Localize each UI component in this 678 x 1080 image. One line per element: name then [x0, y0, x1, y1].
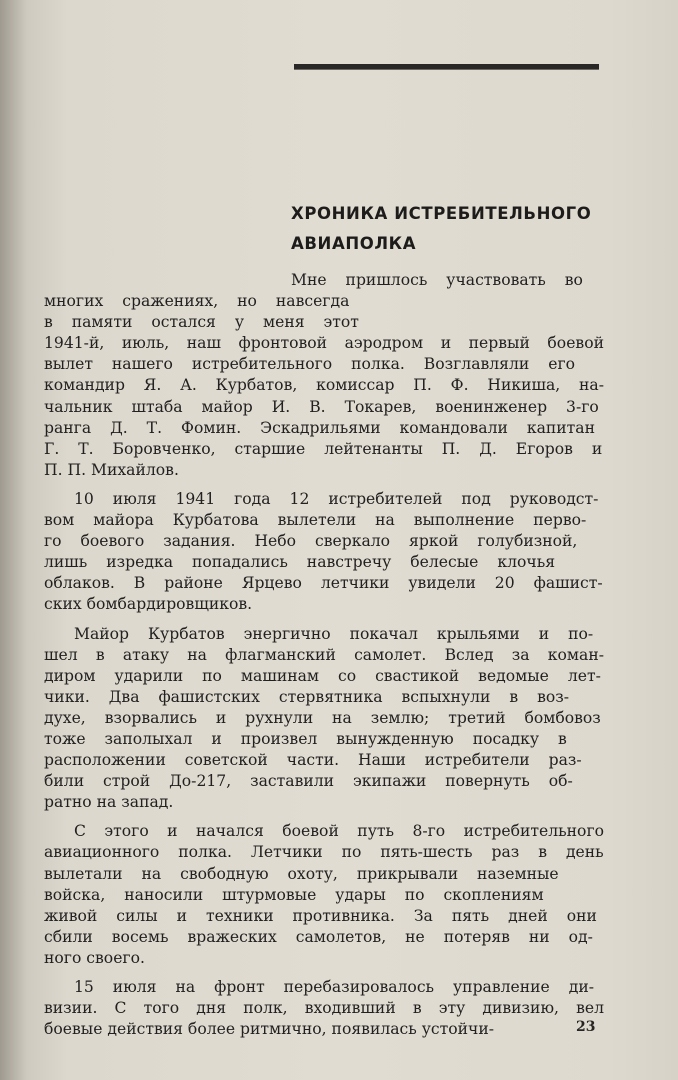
paragraph: [44, 624, 604, 814]
heading-line-1: ХРОНИКА ИСТРЕБИТЕЛЬНОГО: [291, 204, 592, 223]
text-line: 15 июля на фронт перебазировалось управление ди-: [74, 978, 595, 996]
text-line: тоже заполыхал и произвел вынужденную посадку в: [44, 729, 567, 748]
text-line: чальник штаба майор И. В. Токарев, военинженер 3-го: [44, 397, 599, 416]
header-rule: [294, 64, 599, 70]
text-line: ного своего.: [44, 948, 145, 967]
text-line: в памяти остался у меня этот: [44, 313, 359, 332]
paragraph-gap: [44, 813, 604, 821]
text-line: П. П. Михайлов.: [44, 460, 179, 479]
text-line: живой силы и техники противника. За пять дней они: [44, 906, 597, 925]
text-line: многих сражениях, но навсегда: [44, 292, 350, 311]
text-line: боевые действия более ритмично, появилась устойчи-: [44, 1020, 495, 1039]
text-line: вылетали на свободную охоту, прикрывали наземные: [44, 864, 559, 883]
text-line: били строй До-217, заставили экипажи повернуть об-: [44, 772, 573, 791]
text-line: ратно на запад.: [44, 793, 174, 812]
text-line: 1941-й, июль, наш фронтовой аэродром и первый боевой: [44, 334, 604, 353]
text-line: сбили восемь вражеских самолетов, не потеряв ни од-: [44, 927, 593, 946]
text-line: расположении советской части. Наши истребители раз-: [44, 751, 582, 770]
text-line: го боевого задания. Небо сверкало яркой голубизной,: [44, 532, 578, 551]
chapter-heading: [291, 199, 631, 259]
text-line: визии. С того дня полк, входивший в эту дивизию, вел: [44, 999, 604, 1018]
paragraph: [44, 977, 604, 1040]
text-line: Г. Т. Боровченко, старшие лейтенанты П. Д. Егоров и: [44, 439, 603, 458]
text-line: 10 июля 1941 года 12 истребителей под руководст-: [74, 489, 599, 508]
paragraph: [44, 489, 604, 616]
text-line: духе, взорвались и рухнули на землю; третий бомбовоз: [44, 708, 601, 727]
paragraph: [44, 821, 604, 969]
text-line: лишь изредка попадались навстречу белесые клочья: [44, 553, 556, 572]
text-line: С этого и начался боевой путь 8-го истребительного: [74, 822, 604, 841]
heading-line-2: АВИАПОЛКА: [291, 234, 417, 253]
text-line: вылет нашего истребительного полка. Возглавляли его: [44, 355, 576, 374]
paragraph-gap: [44, 969, 604, 977]
text-line: облаков. В районе Ярцево летчики увидели 20 фашист-: [44, 574, 603, 593]
text-line: командир Я. А. Курбатов, комиссар П. Ф. Никиша, на-: [44, 376, 604, 395]
text-line: ских бомбардировщиков.: [44, 595, 253, 614]
text-line: чики. Два фашистских стервятника вспыхнули в воз-: [44, 687, 570, 706]
page-number: 23: [576, 1019, 596, 1035]
text-line: диром ударили по машинам со свастикой ведомые лет-: [44, 666, 601, 685]
text-line: Мне пришлось участвовать во: [291, 271, 583, 289]
paragraph: [44, 270, 604, 481]
paragraph-gap: [44, 481, 604, 489]
paragraph-gap: [44, 616, 604, 624]
text-line: шел в атаку на флагманский самолет. Вслед за коман-: [44, 645, 604, 664]
text-line: вом майора Курбатова вылетели на выполнение перво-: [44, 511, 587, 530]
text-line: авиационного полка. Летчики по пять-шесть раз в день: [44, 843, 604, 862]
text-line: войска, наносили штурмовые удары по скоплениям: [44, 885, 544, 904]
body-text: [44, 270, 604, 1040]
text-line: ранга Д. Т. Фомин. Эскадрильями командовали капитан: [44, 418, 595, 437]
text-line: Майор Курбатов энергично покачал крыльями и по-: [74, 624, 594, 643]
